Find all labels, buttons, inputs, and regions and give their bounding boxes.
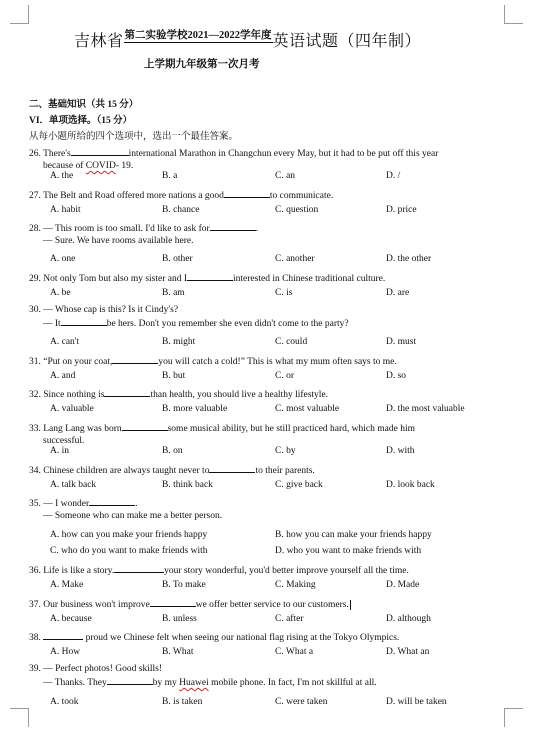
question-39: 39. — Perfect photos! Good skills! — Thanks. They by my Huawei mobile phone. In fact, I'm not skillful at all. [29,664,377,688]
question-35: 35. — I wonder . — Someone who can make me a better person. [29,496,499,522]
option-b[interactable]: B. What [162,647,194,657]
option-c[interactable]: C. Making [275,580,316,590]
options-36 [50,580,510,592]
option-c[interactable]: C. most valuable [275,404,340,414]
option-c[interactable]: C. another [275,254,315,264]
question-26: 26. There's international Marathon in Changchun every May, but it had to be put off this year because of COVID- 19. [29,146,499,172]
answer-blank [224,188,270,198]
question-29: 29. Not only Tom but also my sister and I interested in Chinese traditional culture. [29,271,499,285]
answer-blank [210,221,256,231]
option-a[interactable]: A. took [50,697,79,707]
options-29 [50,288,510,300]
question-38: 38. proud we Chinese felt when seeing our national flag rising at the Tokyo Olympics. [29,630,499,644]
spell-check-word: Huawei [179,678,209,688]
option-d[interactable]: D. look back [386,480,435,490]
option-d[interactable]: D. must [386,337,417,347]
options-38 [50,647,510,659]
question-28: 28. — This room is too small. I'd like to ask for . — Sure. We have rooms available here. [29,221,499,247]
option-b[interactable]: B. chance [162,205,200,215]
options-35-row1 [50,530,510,542]
question-31: 31. “Put on your coat, you will catch a cold!” This is what my mum often says to me. [29,354,499,368]
option-b[interactable]: B. To make [162,580,206,590]
answer-blank [104,387,150,397]
option-c[interactable]: C. after [275,614,304,624]
option-d[interactable]: D. price [386,205,417,215]
options-26 [50,171,510,183]
title-school-year: 第二实验学校2021—2022学年度 [124,27,273,43]
option-a[interactable]: A. valuable [50,404,94,414]
exam-title [74,28,421,51]
answer-blank [61,316,107,326]
part-title: VI．单项选择。（15 分） [29,116,133,126]
option-a[interactable]: A. the [50,171,74,181]
option-c[interactable]: C. is [275,288,293,298]
answer-blank [71,146,129,156]
option-d[interactable]: D. with [386,446,415,456]
title-province: 吉林省 [74,31,124,50]
option-b[interactable]: B. other [162,254,193,264]
spell-check-word: COVID [85,161,116,171]
answer-blank [114,563,164,573]
option-a[interactable]: A. can't [50,337,80,347]
option-b[interactable]: B. think back [162,480,213,490]
crop-mark-top-right [504,5,523,24]
options-34 [50,480,510,492]
title-subject: 英语试题（四年制） [272,31,422,50]
option-b[interactable]: B. on [162,446,183,456]
question-32: 32. Since nothing is than health, you should live a healthy lifestyle. [29,387,499,401]
option-c[interactable]: C. What a [275,647,314,657]
option-c[interactable]: C. who do you want to make friends with [50,546,208,556]
option-a[interactable]: A. one [50,254,76,264]
option-a[interactable]: A. habit [50,205,81,215]
option-c[interactable]: C. an [275,171,296,181]
option-a[interactable]: A. how can you make your friends happy [50,530,208,540]
question-34: 34. Chinese children are always taught never to to their parents. [29,463,499,477]
instruction: 从每小题所给的四个选项中，选出一个最佳答案。 [29,132,239,142]
option-a[interactable]: A. in [50,446,69,456]
options-27 [50,205,510,217]
options-33 [50,446,510,458]
option-c[interactable]: C. or [275,371,294,381]
options-30 [50,337,510,349]
option-b[interactable]: B. am [162,288,185,298]
question-37: 37. Our business won't improve we offer better service to our customers. [29,597,499,611]
option-c[interactable]: C. were taken [275,697,328,707]
option-b[interactable]: B. how you can make your friends happy [275,530,432,540]
option-d[interactable]: D. What an [386,647,430,657]
option-b[interactable]: B. a [162,171,178,181]
option-d[interactable]: D. who you want to make friends with [275,546,422,556]
option-c[interactable]: C. question [275,205,319,215]
answer-blank [209,463,255,473]
answer-blank [107,675,153,685]
option-d[interactable]: D. the other [386,254,432,264]
answer-blank [43,630,83,640]
crop-mark-top-left [10,5,29,24]
option-b[interactable]: B. but [162,371,186,381]
options-37 [50,614,510,626]
options-35-row2 [50,546,510,558]
option-b[interactable]: B. unless [162,614,197,624]
question-27: 27. The Belt and Road offered more nations a good to communicate. [29,188,499,202]
question-30: 30. — Whose cap is this? Is it Cindy's? — It be hers. Don't you remember she even didn't come to the party? [29,305,349,329]
text-cursor [350,600,351,610]
answer-blank [89,496,135,506]
option-a[interactable]: A. be [50,288,71,298]
option-b[interactable]: B. is taken [162,697,203,707]
option-d[interactable]: D. although [386,614,431,624]
option-d[interactable]: D. so [386,371,407,381]
option-d[interactable]: D. Made [386,580,420,590]
option-d[interactable]: D. the most valuable [386,404,465,414]
exam-subtitle: 上学期九年级第一次月考 [144,59,260,70]
option-c[interactable]: C. could [275,337,308,347]
option-b[interactable]: B. might [162,337,196,347]
answer-blank [150,597,196,607]
answer-blank [187,271,233,281]
options-32 [50,404,510,416]
question-33: 33. Lang Lang was born some musical ability, but he still practiced hard, which made him successful. [29,421,499,447]
options-28 [50,254,510,266]
options-39 [50,697,510,709]
section-title: 二、基础知识（共 15 分） [29,100,139,110]
option-d[interactable]: D. will be taken [386,697,447,707]
option-a[interactable]: A. because [50,614,92,624]
option-a[interactable]: A. and [50,371,76,381]
option-b[interactable]: B. more valuable [162,404,228,414]
option-a[interactable]: A. Make [50,580,84,590]
crop-mark-bottom-right [504,708,523,727]
option-a[interactable]: A. How [50,647,81,657]
option-c[interactable]: C. give back [275,480,323,490]
answer-blank [112,354,158,364]
answer-blank [122,421,168,431]
option-d[interactable]: D. are [386,288,410,298]
question-36: 36. Life is like a story. your story wonderful, you'd better improve yourself all the time. [29,563,499,577]
crop-mark-bottom-left [10,708,29,727]
option-c[interactable]: C. by [275,446,296,456]
option-d[interactable]: D. / [386,171,401,181]
options-31 [50,371,510,383]
option-a[interactable]: A. talk back [50,480,97,490]
